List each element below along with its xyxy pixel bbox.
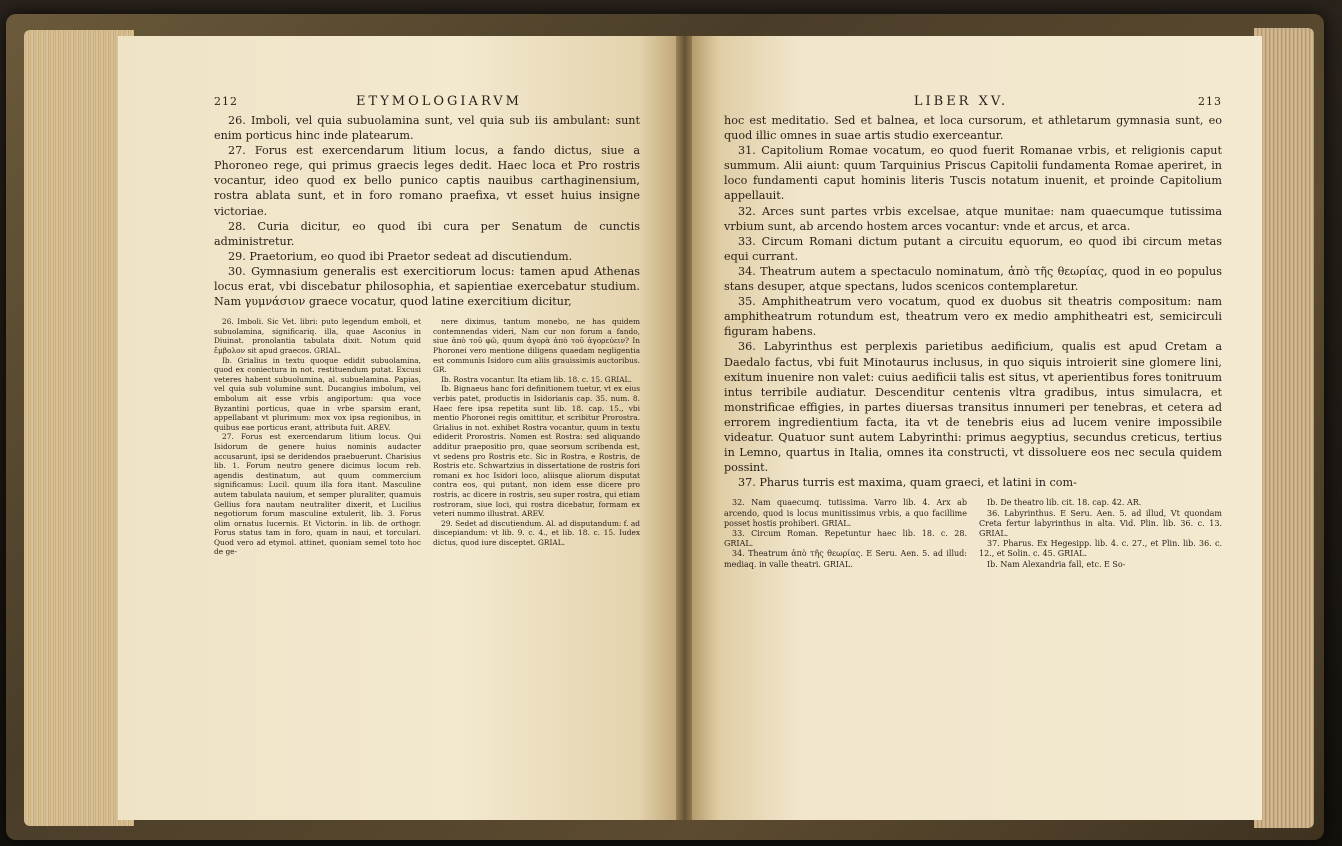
paragraph: 36. Labyrinthus est perplexis parietibus aedificium, qualis est apud Cretam a Daedalo factus, vbi fuit Minotaurus inclusus, in quo siquis introierit sine glomere lini, exitum inuenire non valet: cuius aedificii talis est situs, vt aperientibus fores tonitruum intus terribile audiatur. Descenditur centenis vltra gradibus, intus simulacra, et monstrificae effigies, in partes diuersas transitus innumeri per tenebras, et cetera ad errorem ingredientium facta, ita vt de tenebris eius ad lucem venire impossibile videatur. Quatuor sunt autem Labyrinthi: primus aegyptius, secundus creticus, tertius in Lemno, quartus in Italia, omnes ita constructi, vt dissoluere eos nec secula quidem possint. [724,340,1222,475]
paragraph: 37. Pharus turris est maxima, quam graeci, et latini in com- [738,476,1077,490]
page-edges-right [1254,28,1314,828]
footnote: 36. Labyrinthus. E Seru. Aen. 5. ad illud, Vt quondam Creta fertur labyrinthus in alta. Vid. Plin. lib. 36. c. 13. GRIAL. [979,508,1222,538]
paragraph: 31. Capitolium Romae vocatum, eo quod fuerit Romanae vrbis, et religionis caput summum. Alii aiunt: quum Tarquinius Priscus Capitolii fundamenta Romae aperiret, in loco fundamenti caput hominis literis Tuscis notatum inuenit, et proinde Capitolium appellauit. [724,144,1222,203]
footnote: Ib. De theatro lib. cit. 18. cap. 42. AR. [987,498,1142,508]
left-running-title: ETYMOLOGIARVM [356,94,522,109]
paragraph: 28. Curia dicitur, eo quod ibi cura per Senatum de cunctis administretur. [214,219,640,248]
paragraph: 32. Arces sunt partes vrbis excelsae, atque munitae: nam quaecumque tutissima vrbium sunt, ab arcendo hostem arces vocantur: vnde et arcus, et arca. [724,204,1222,233]
footnote-column-1 [724,498,967,569]
paragraph: 29. Praetorium, eo quod ibi Praetor sedeat ad discutiendum. [228,249,573,263]
left-page-number: 212 [214,95,238,108]
footnote: 34. Theatrum ἀπὸ τῆς θεωρίας. E Seru. Aen. 5. ad illud: mediaq. in valle theatri. GRIAL. [724,549,967,569]
book-gutter [676,36,692,820]
footnote: Ib. Bignaeus hanc fori definitionem tuetur, vt ex eius verbis patet, productis in Isidorianis cap. 35. num. 8. Haec fere ipsa repetita sunt lib. 18. cap. 15., vbi mentio Phoronei regis omittitur, et scribitur Prorostra. Grialius in not. exhibet Rostra vocantur, quum in textu ediderit Prorostris. Nomen est Rostra: sed aliquando additur praepositio pro, quae seorsum scribenda est, vt sedens pro Rostris etc. Sic in Rostra, e Rostris, de Rostris etc. Schwartzius in dissertatione de rostris fori romani ex hoc Isidori loco, aliisque aliorum disputat contra eos, qui putant, non idem esse dicere pro rostris, ac dicere in rostris, seu super rostra, qui etiam rostroram, siue loci, qui rostra dicebatur, formam ex veteri nummo illustrat. AREV. [433,384,640,519]
footnote: Ib. Rostra vocantur. Ita etiam lib. 18. c. 15. GRIAL. [441,374,632,384]
paragraph: 33. Circum Romani dictum putant a circuitu equorum, eo quod ibi circum metas equi currant. [724,234,1222,263]
right-running-head [724,94,1222,109]
left-page [118,36,684,820]
footnote-column-2 [433,317,640,557]
left-running-head [214,94,640,109]
right-page [684,36,1262,820]
footnote-column-2 [979,498,1222,569]
footnote: 33. Circum Roman. Repetuntur haec lib. 18. c. 28. GRIAL. [724,528,967,549]
left-footnotes [214,317,640,557]
right-main-text [724,113,1222,490]
right-page-number: 213 [1197,95,1222,108]
paragraph: 26. Imboli, vel quia subuolamina sunt, vel quia sub iis ambulant: sunt enim porticus hinc inde platearum. [214,114,640,143]
paragraph: 30. Gymnasium generalis est exercitiorum locus: tamen apud Athenas locus erat, vbi discebatur philosophia, et sapientiae exercebatur studium. Nam γυμνάσιον graece vocatur, quod latine exercitium dicitur, [214,264,640,309]
footnote: 27. Forus est exercendarum litium locus. Qui Isidorum de genere huius nominis audacter accusarunt, ipsi se deridendos praebuerunt. Charisius lib. 1. Forum neutro genere dicimus locum reb. agendis destinatum, aut quum commercium significamus: Lucil. quum illa fora itant. Masculine autem tabulata nauium, et semper pluraliter, quamuis Gellius fora nautam neutraliter dixerit, et Lucilius negotiorum forum masculine extulerit, lib. 3. Forus olim ornatus lucernis. Et Victorin. in lib. de orthogr. Forus status tam in foro, quam in naui, et torculari. Quod vero ad etymol. attinet, quoniam semel toto hoc de ge- [214,432,421,557]
paragraph: 34. Theatrum autem a spectaculo nominatum, ἀπὸ τῆς θεωρίας, quod in eo populus stans desuper, atque spectans, ludos scenicos contemplaretur. [724,264,1222,294]
footnote: Ib. Nam Alexandria fall, etc. E So- [987,559,1126,569]
paragraph: 35. Amphitheatrum vero vocatum, quod ex duobus sit theatris compositum: nam amphitheatrum rotundum est, theatrum vero ex medio amphitheatri est, semicirculi figuram habens. [724,295,1222,339]
right-footnotes [724,498,1222,569]
paragraph: 27. Forus est exercendarum litium locus, a fando dictus, siue a Phoroneo rege, qui primus graecis leges dedit. Haec loca et Pro rostris vocantur, ideo quod ex bello punico captis nauibus carthaginensium, rostra ablata sunt, et in foro romano praefixa, vt esset huius insigne victoriae. [214,144,640,218]
footnote: Ib. Grialius in textu quoque edidit subuolamina, quod ex coniectura in not. restituendum putat. Excusi veteres habent subuolumina, al. subuelamina. Papias, vel quia sub volumine sunt. Ducangius imbolum, vel embolum ait esse vrbis angiportum: qua voce Byzantini porticus, quae in vrbe sparsim erant, appellabant vt plurimum: mox vox ipsa regionibus, in quibus eae porticus erant, attributa fuit. AREV. [214,355,421,432]
footnote: 32. Nam quaecumq. tutissima. Varro lib. 4. Arx ab arcendo, quod is locus munitissimus vrbis, a quo facillime posset hostis prohiberi. GRIAL. [724,498,967,528]
footnote: 26. Imboli. Sic Vet. libri: puto legendum emboli, et subuolamina, significariq. illa, quae Asconius in Diuinat. pronolantia tabulata dixit. Notum quid ἔμβολον sit apud graecos. GRIAL. [214,317,421,355]
footnote: nere diximus, tantum monebo, ne has quidem contemnendas videri, Nam cur non forum a fando, siue ἀπὸ τοῦ φῶ, quum ἀγορὰ ἀπὸ τοῦ ἀγορεύειν? In Phoronei vero mentione diligens quaedam negligentia est communis Isidoro cum aliis grauissimis auctoribus. GR. [433,317,640,375]
footnote-column-1 [214,317,421,557]
left-main-text [214,113,640,309]
paragraph: hoc est meditatio. Sed et balnea, et loca cursorum, et athletarum gymnasia sunt, eo quod illic omnes in suae artis studio exerceantur. [724,114,1222,143]
right-running-title: LIBER XV. [913,94,1009,109]
footnote: 29. Sedet ad discutiendum. Al. ad disputandum: f. ad discepiandum: vt lib. 9. c. 4., et lib. 18. c. 15. Iudex dictus, quod iure disceptet. GRIAL. [433,518,640,547]
footnote: 37. Pharus. Ex Hegesipp. lib. 4. c. 27., et Plin. lib. 36. c. 12., et Solin. c. 45. GRIAL. [979,539,1222,559]
